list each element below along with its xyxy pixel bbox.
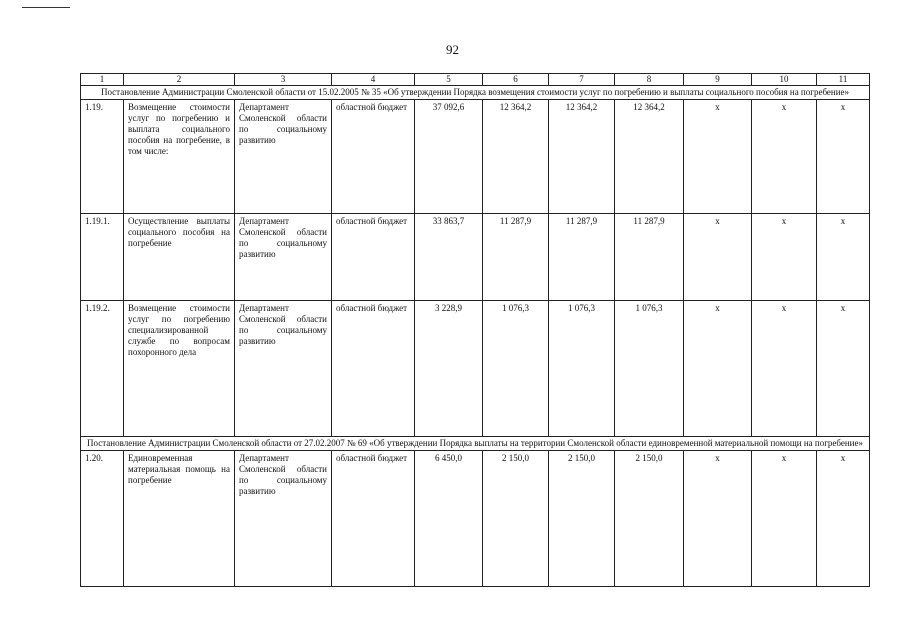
row-value: 1 076,3 bbox=[549, 301, 615, 437]
row-value: 12 364,2 bbox=[615, 100, 684, 214]
row-value: 11 287,9 bbox=[615, 214, 684, 301]
row-code: 1.20. bbox=[81, 451, 124, 587]
column-number: 11 bbox=[817, 74, 870, 86]
row-name: Единовременная материальная помощь на погребение bbox=[124, 451, 235, 587]
row-value: х bbox=[817, 451, 870, 587]
table-row bbox=[81, 451, 870, 587]
column-number: 2 bbox=[124, 74, 235, 86]
row-value: х bbox=[752, 301, 817, 437]
table-row bbox=[81, 100, 870, 214]
column-number: 5 bbox=[415, 74, 483, 86]
row-value: 37 092,6 bbox=[415, 100, 483, 214]
row-value: 1 076,3 bbox=[483, 301, 549, 437]
row-source: областной бюджет bbox=[332, 301, 415, 437]
row-value: 2 150,0 bbox=[483, 451, 549, 587]
row-value: 33 863,7 bbox=[415, 214, 483, 301]
column-number: 4 bbox=[332, 74, 415, 86]
row-executor: Департамент Смоленской области по социальному развитию bbox=[235, 214, 332, 301]
table-row bbox=[81, 301, 870, 437]
row-value: х bbox=[752, 100, 817, 214]
column-number: 1 bbox=[81, 74, 124, 86]
column-number: 9 bbox=[684, 74, 752, 86]
row-value: 1 076,3 bbox=[615, 301, 684, 437]
page-number: 92 bbox=[446, 42, 459, 57]
row-value: 11 287,9 bbox=[483, 214, 549, 301]
column-number: 3 bbox=[235, 74, 332, 86]
row-code: 1.19. bbox=[81, 100, 124, 214]
corner-line bbox=[22, 7, 70, 8]
column-number-row bbox=[81, 74, 870, 86]
table-row bbox=[81, 214, 870, 301]
program-table bbox=[80, 73, 870, 587]
row-executor: Департамент Смоленской области по социальному развитию bbox=[235, 301, 332, 437]
row-value: х bbox=[684, 100, 752, 214]
row-value: 11 287,9 bbox=[549, 214, 615, 301]
section-header-row bbox=[81, 437, 870, 451]
row-name: Осуществление выплаты социального пособия на погребение bbox=[124, 214, 235, 301]
row-value: х bbox=[684, 451, 752, 587]
row-value: 2 150,0 bbox=[615, 451, 684, 587]
row-name: Возмещение стоимости услуг по погребению специализированной службе по вопросам похоронного дела bbox=[124, 301, 235, 437]
row-code: 1.19.2. bbox=[81, 301, 124, 437]
row-value: х bbox=[817, 301, 870, 437]
row-executor: Департамент Смоленской области по социальному развитию bbox=[235, 451, 332, 587]
row-value: 3 228,9 bbox=[415, 301, 483, 437]
section-title: Постановление Администрации Смоленской области от 27.02.2007 № 69 «Об утверждении Порядка выплаты на территории Смоленской области единовременной материальной помощи на погребение» bbox=[81, 437, 870, 451]
column-number: 10 bbox=[752, 74, 817, 86]
row-value: х bbox=[752, 214, 817, 301]
row-value: х bbox=[684, 214, 752, 301]
row-value: 6 450,0 bbox=[415, 451, 483, 587]
section-title: Постановление Администрации Смоленской области от 15.02.2005 № 35 «Об утверждении Порядка возмещения стоимости услуг по погребению и выплаты социального пособия на погребение» bbox=[81, 86, 870, 100]
row-executor: Департамент Смоленской области по социальному развитию bbox=[235, 100, 332, 214]
row-source: областной бюджет bbox=[332, 100, 415, 214]
row-value: 12 364,2 bbox=[483, 100, 549, 214]
row-value: х bbox=[817, 214, 870, 301]
row-source: областной бюджет bbox=[332, 451, 415, 587]
column-number: 6 bbox=[483, 74, 549, 86]
row-value: х bbox=[752, 451, 817, 587]
row-source: областной бюджет bbox=[332, 214, 415, 301]
section-header-row bbox=[81, 86, 870, 100]
row-value: х bbox=[684, 301, 752, 437]
row-value: 12 364,2 bbox=[549, 100, 615, 214]
row-value: 2 150,0 bbox=[549, 451, 615, 587]
row-value: х bbox=[817, 100, 870, 214]
row-code: 1.19.1. bbox=[81, 214, 124, 301]
column-number: 7 bbox=[549, 74, 615, 86]
column-number: 8 bbox=[615, 74, 684, 86]
row-name: Возмещение стоимости услуг по погребению и выплата социального пособия на погребение, в том числе: bbox=[124, 100, 235, 214]
